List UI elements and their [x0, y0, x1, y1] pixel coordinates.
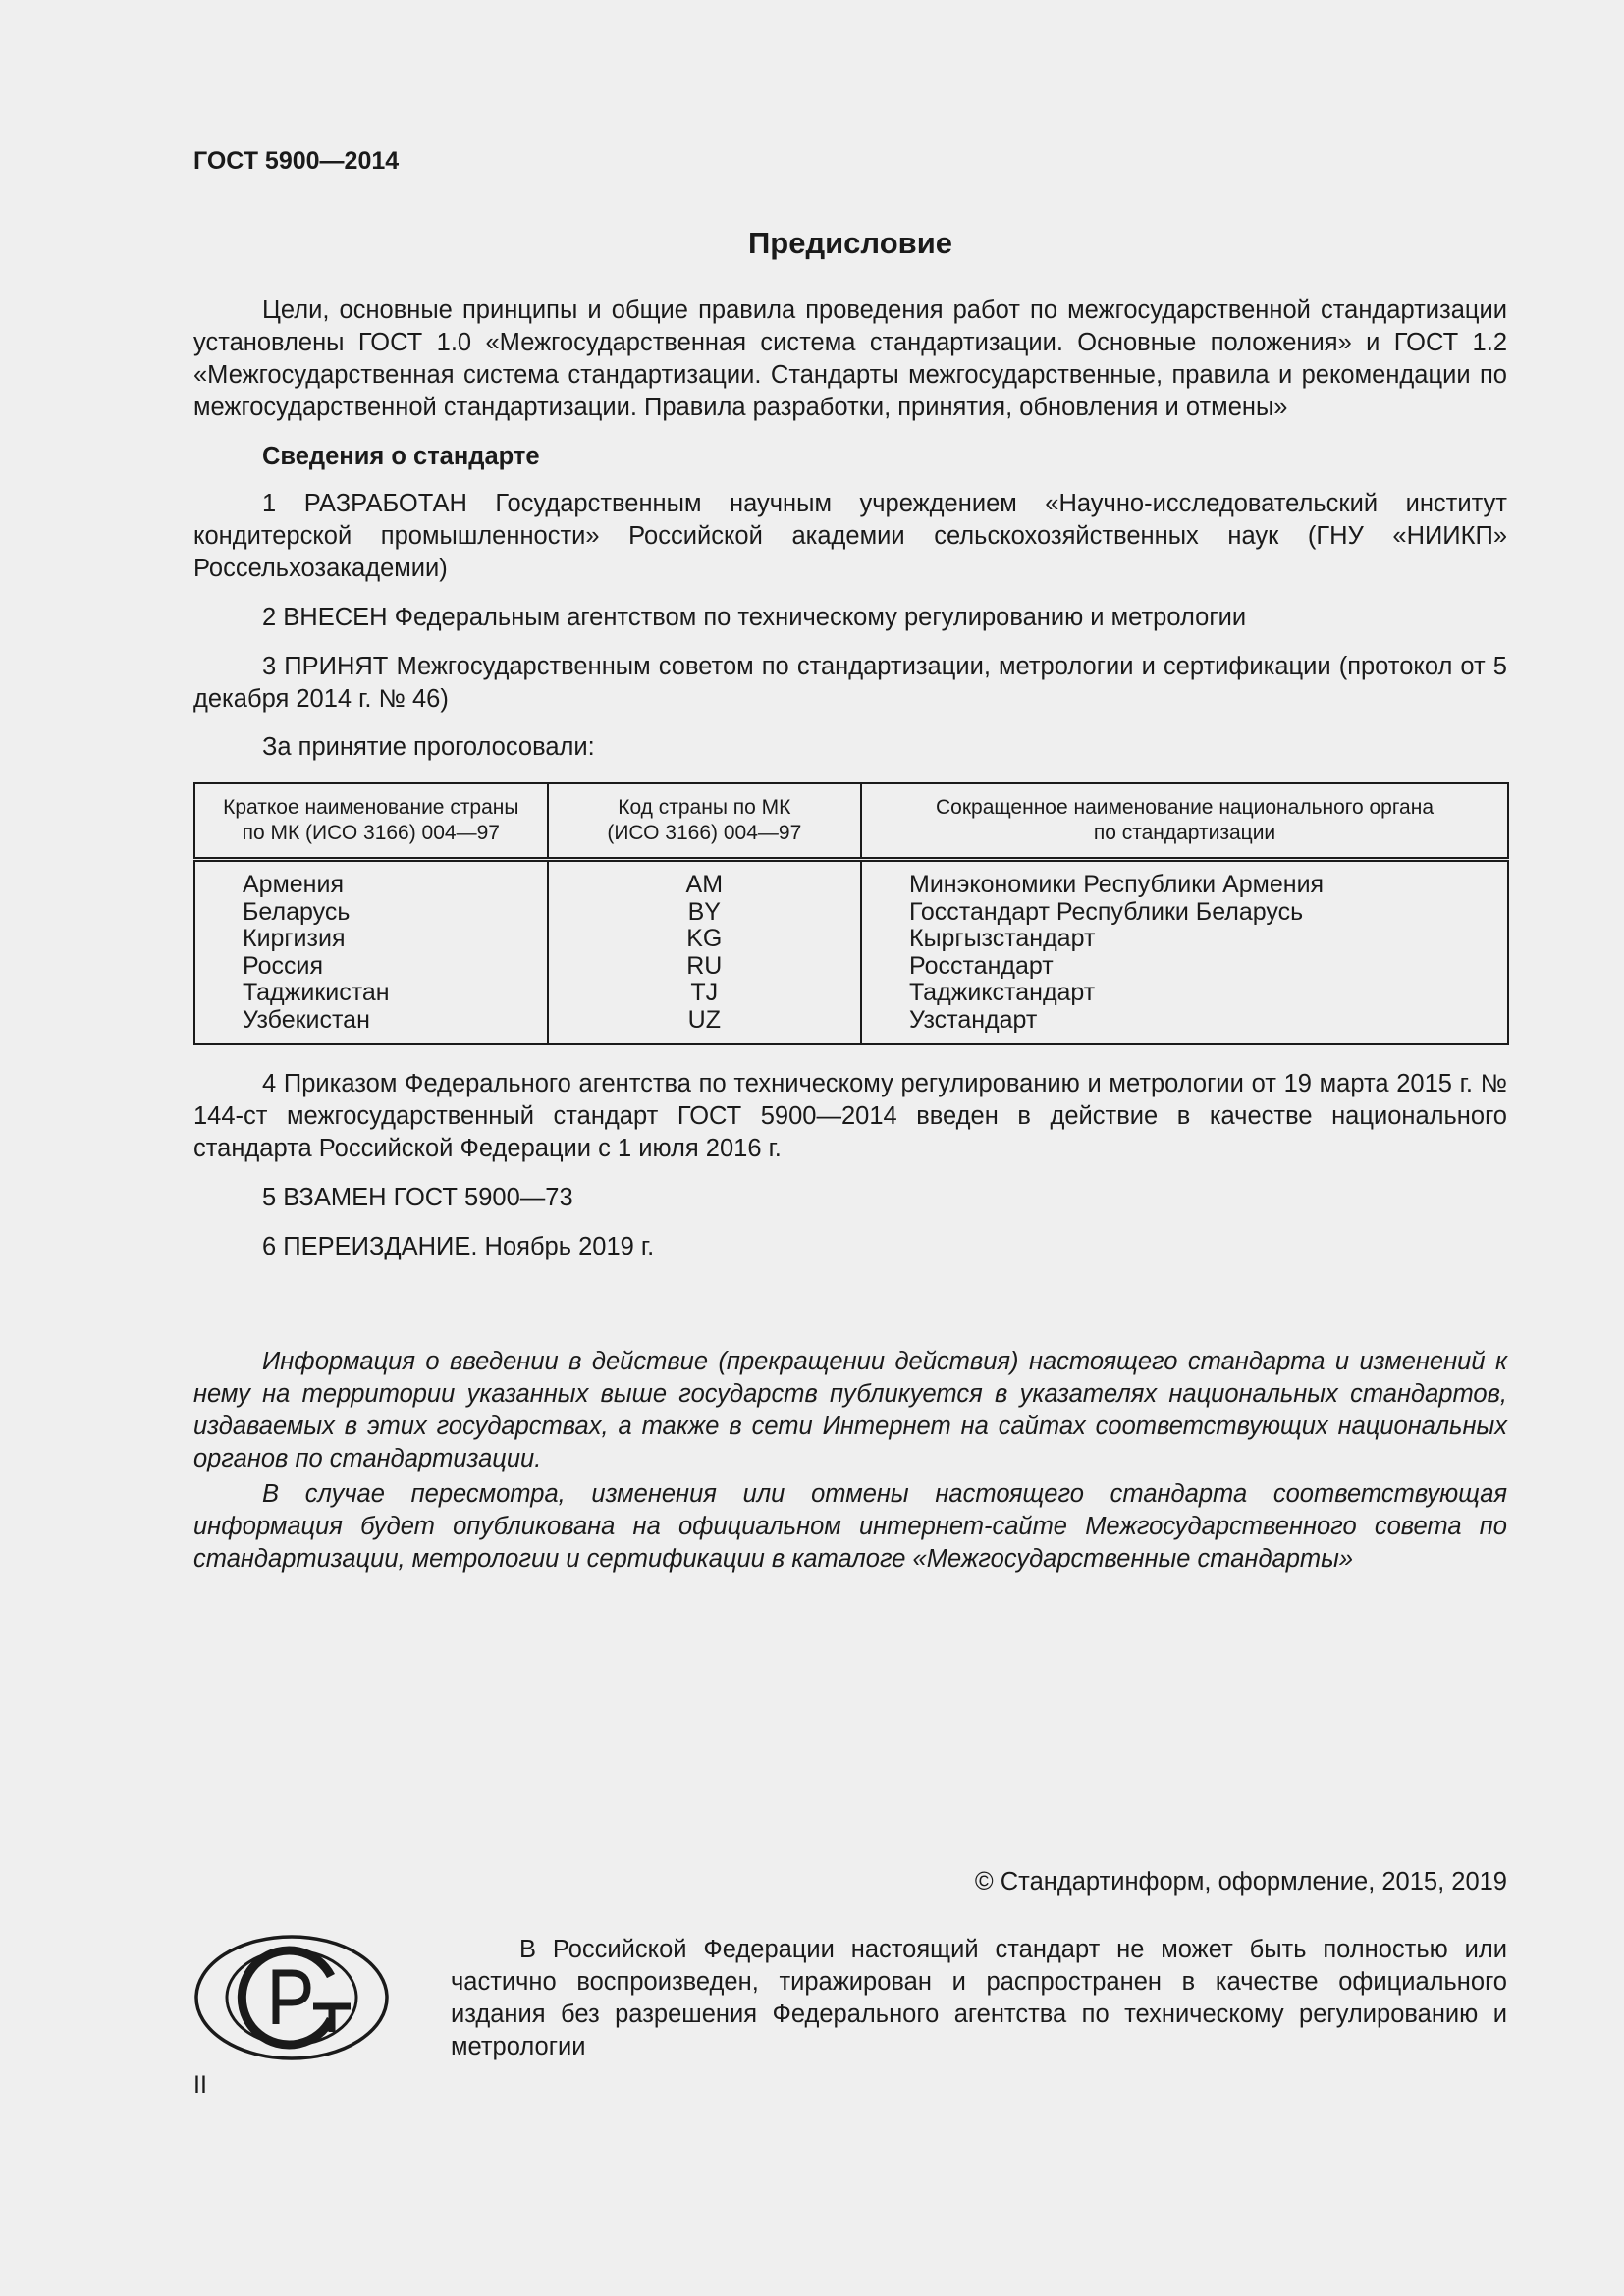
header-body [861, 783, 1508, 860]
document-code: ГОСТ 5900—2014 [193, 147, 400, 175]
note-revision: В случае пересмотра, изменения или отмены настоящего стандарта соответствующая информация будет опубликована на официальном интернет-сайте Межгосударственного совета по стандартизации, метрологии и сертификации в каталоге «Межгосударственные стандарты» [193, 1480, 1507, 1573]
voting-table [193, 782, 1509, 1045]
table-row [194, 953, 1508, 981]
cell-body: Минэкономики Республики Армения [861, 860, 1508, 899]
header-country-line-2: по МК (ИСО 3166) 004—97 [242, 822, 500, 844]
item-5: 5 ВЗАМЕН ГОСТ 5900—73 [262, 1184, 573, 1211]
header-body-line-2: по стандартизации [1093, 822, 1276, 844]
table-row [194, 899, 1508, 927]
cell-code: KG [548, 926, 861, 953]
gost-r-logo-icon [193, 1934, 390, 2061]
note-publication: Информация о введении в действие (прекращении действия) настоящего стандарта и изменений к нему на территории указанных выше государств публикуется в указателях национальных стандартов, издаваемых в этих государствах, а также в сети Интернет на сайтах соответствующих национальных органов по стандартизации. [193, 1348, 1507, 1472]
item-3: 3 ПРИНЯТ Межгосударственным советом по стандартизации, метрологии и сертификации (протокол от 5 декабря 2014 г. № 46) [193, 653, 1507, 713]
cell-country: Россия [194, 953, 548, 981]
table-row [194, 980, 1508, 1007]
page-title: Предисловие [747, 226, 952, 260]
cell-code: BY [548, 899, 861, 927]
header-country-line-1: Краткое наименование страны [223, 796, 519, 819]
voted-label: За принятие проголосовали: [262, 733, 595, 761]
table-row [194, 1007, 1508, 1045]
header-country [194, 783, 548, 860]
cell-country: Киргизия [194, 926, 548, 953]
item-4: 4 Приказом Федерального агентства по техническому регулированию и метрологии от 19 марта 2015 г. № 144-ст межгосударственный стандарт ГОСТ 5900—2014 введен в действие в качестве национального стандарта Российской Федерации с 1 июля 2016 г. [193, 1070, 1507, 1162]
copyright-notice: © Стандартинформ, оформление, 2015, 2019 [974, 1868, 1507, 1896]
item-6: 6 ПЕРЕИЗДАНИЕ. Ноябрь 2019 г. [262, 1233, 655, 1260]
cell-country: Армения [194, 860, 548, 899]
cell-body: Росстандарт [861, 953, 1508, 981]
info-heading: Сведения о стандарте [262, 443, 540, 470]
cell-body: Узстандарт [861, 1007, 1508, 1045]
item-1: 1 РАЗРАБОТАН Государственным научным учреждением «Научно-исследовательский институт кондитерской промышленности» Российской академии сельскохозяйственных наук (ГНУ «НИИКП» Россельхозакадемии) [193, 490, 1507, 582]
cell-body: Таджикстандарт [861, 980, 1508, 1007]
table-header-row [194, 783, 1508, 860]
header-code-line-2: (ИСО 3166) 004—97 [607, 822, 802, 844]
cell-body: Госстандарт Республики Беларусь [861, 899, 1508, 927]
rights-notice: В Российской Федерации настоящий стандарт не может быть полностью или частично воспроизведен, тиражирован и распространен в качестве официального издания без разрешения Федерального агентства по техническому регулированию и метрологии [451, 1936, 1507, 2060]
cell-country: Таджикистан [194, 980, 548, 1007]
table-row [194, 926, 1508, 953]
cell-body: Кыргызстандарт [861, 926, 1508, 953]
cell-code: UZ [548, 1007, 861, 1045]
cell-country: Беларусь [194, 899, 548, 927]
table-row [194, 860, 1508, 899]
page-number: II [193, 2071, 207, 2099]
cell-country: Узбекистан [194, 1007, 548, 1045]
cell-code: TJ [548, 980, 861, 1007]
header-body-line-1: Сокращенное наименование национального органа [935, 796, 1435, 819]
header-code-line-1: Код страны по МК [618, 796, 791, 819]
cell-code: AM [548, 860, 861, 899]
intro-paragraph: Цели, основные принципы и общие правила проведения работ по межгосударственной стандартизации установлены ГОСТ 1.0 «Межгосударственная система стандартизации. Основные положения» и ГОСТ 1.2 «Межгосударственная система стандартизации. Стандарты межгосударственные, правила и рекомендации по межгосударственной стандартизации. Правила разработки, принятия, обновления и отмены» [193, 296, 1507, 421]
header-code [548, 783, 861, 860]
item-2: 2 ВНЕСЕН Федеральным агентством по техническому регулированию и метрологии [262, 604, 1247, 631]
cell-code: RU [548, 953, 861, 981]
